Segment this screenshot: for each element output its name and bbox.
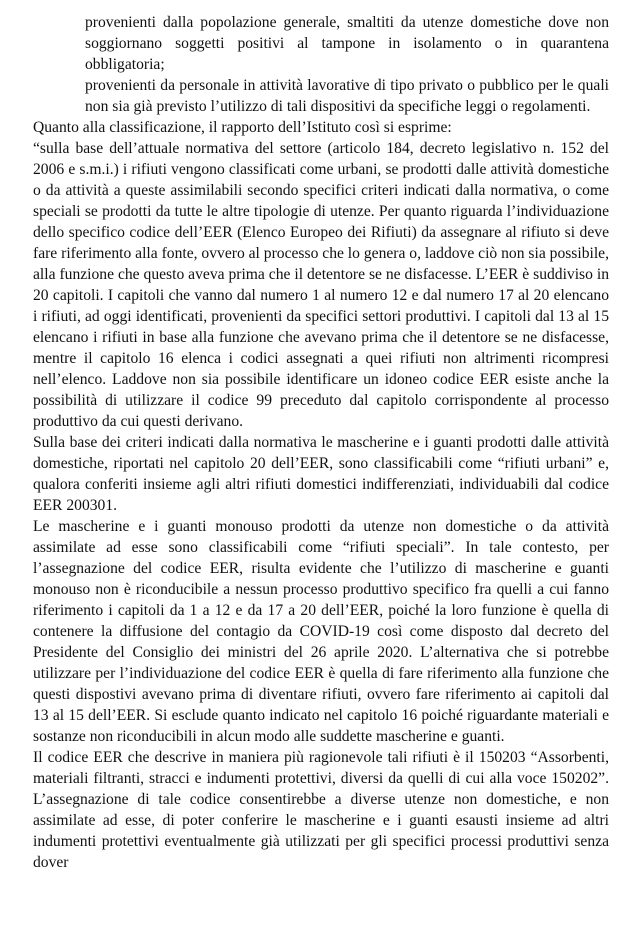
list-item-workplace-waste: provenienti da personale in attività lavorative di tipo privato o pubblico per le quali non sia già previsto l’utilizzo di tali dispositivi da specifiche leggi o regolamenti. [85, 77, 609, 115]
paragraph-special-waste: Le mascherine e i guanti monouso prodotti da utenze non domestiche o da attività assimilate ad esse sono classificabili come “rifiuti speciali”. In tale contesto, per l’assegnazione del codice EER, risulta evidente che l’utilizzo di mascherine e guanti monouso non è riconducibile a nessun processo produttivo specifico fra quelli a cui fanno riferimento i capitoli da 1 a 12 e da 17 a 20 dell’EER, poiché la loro funzione è quella di contenere la diffusione del contagio da COVID-19 così come disposto dal decreto del Presidente del Consiglio dei ministri del 26 aprile 2020. L’alternativa che si potrebbe utilizzare per l’individuazione del codice EER è quella di fare riferimento alla funzione che questi dispostivi avevano prima di diventare rifiuti, ovvero fare riferimento ai capitoli dal 13 al 15 dell’EER. Si esclude quanto indicato nel capitolo 16 poiché riguardante materiali e sostanze non riconducibili in alcun modo alle suddette mascherine e guanti. [33, 518, 609, 745]
paragraph-urban-waste: Sulla base dei criteri indicati dalla normativa le mascherine e i guanti prodotti dalle attività domestiche, riportati nel capitolo 20 dell’EER, sono classificabili come “rifiuti urbani” e, qualora conferiti insieme agli altri rifiuti domestici indifferenziati, individuabili dal codice EER 200301. [33, 434, 609, 514]
list-item-household-waste: provenienti dalla popolazione generale, smaltiti da utenze domestiche dove non soggiornano soggetti positivi al tampone in isolamento o in quarantena obbligatoria; [85, 14, 609, 73]
paragraph-institute-quote: “sulla base dell’attuale normativa del settore (articolo 184, decreto legislativo n. 152 del 2006 e s.m.i.) i rifiuti vengono classificati come urbani, se prodotti dalle attività domestiche o da attività a queste assimilabili secondo specifici criteri indicati dalla normativa, o come speciali se prodotti da tutte le altre tipologie di utenze. Per quanto riguarda l’individuazione dello specifico codice dell’EER (Elenco Europeo dei Rifiuti) da assegnare al rifiuto si deve fare riferimento alla fonte, ovvero al processo che lo genera o, laddove ciò non sia possibile, alla funzione che questo aveva prima che il detentore se ne disfacesse. L’EER è suddiviso in 20 capitoli. I capitoli che vanno dal numero 1 al numero 12 e dal numero 17 al 20 elencano i rifiuti, ad oggi identificati, provenienti da specifici settori produttivi. I capitoli dal 13 al 15 elencano i rifiuti in base alla funzione che avevano prima che il detentore se ne disfacesse, mentre il capitolo 16 elenca i codici assegnati a quei rifiuti non altrimenti ricompresi nell’elenco. Laddove non sia possibile identificare un idoneo codice EER esiste anche la possibilità di utilizzare il codice 99 preceduto dal capitolo corrispondente al processo produttivo da cui questi derivano. [33, 140, 609, 430]
paragraph-eer-code: Il codice EER che descrive in maniera più ragionevole tali rifiuti è il 150203 “Assorbenti, materiali filtranti, stracci e indumenti protettivi, diversi da quelli di cui alla voce 150202”. L’assegnazione di tale codice consentirebbe a diverse utenze non domestiche, e non assimilate ad esse, di poter conferire le mascherine e i guanti esausti insieme ad altri indumenti protettivi eventualmente già utilizzati per gli specifici processi produttivi senza dover [33, 749, 609, 871]
paragraph-classification-intro: Quanto alla classificazione, il rapporto dell’Istituto così si esprime: [33, 119, 452, 136]
